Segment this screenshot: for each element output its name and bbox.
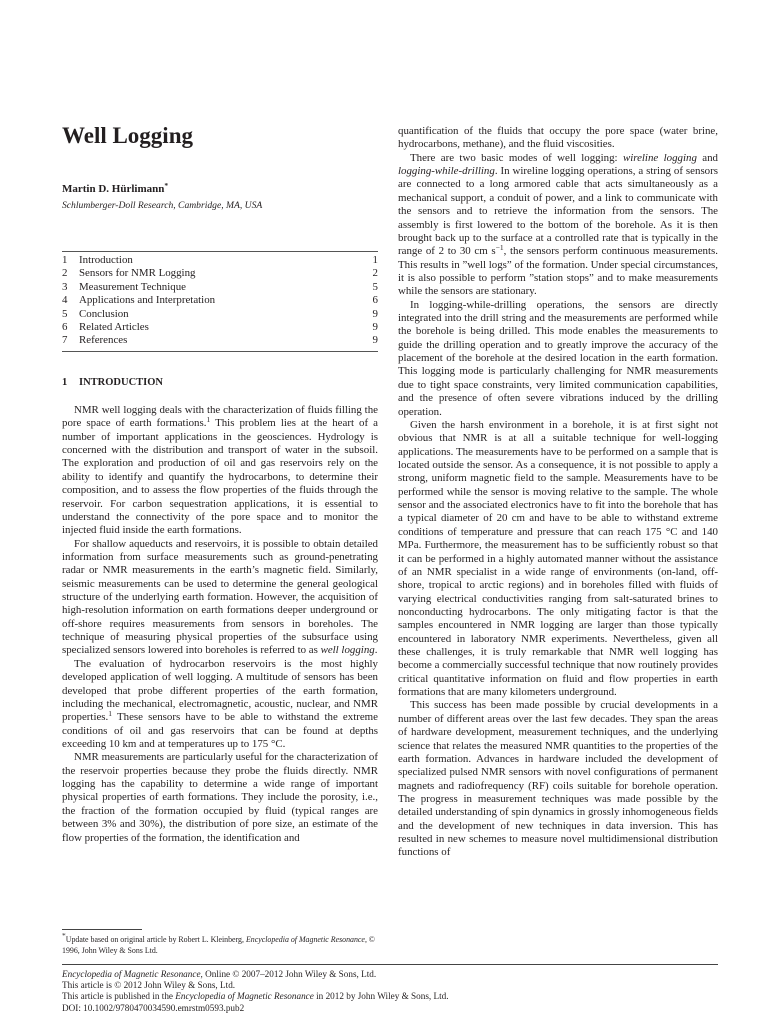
toc-number: 3	[62, 280, 68, 293]
toc-bottom-rule	[62, 351, 378, 352]
doi-line: DOI: 10.1002/9780470034590.emrstm0593.pub2	[62, 1002, 245, 1013]
toc-entry[interactable]	[62, 254, 378, 267]
toc-entry[interactable]	[62, 308, 378, 321]
toc-number: 4	[62, 294, 68, 307]
toc-label: Conclusion	[79, 307, 129, 320]
toc-entry[interactable]	[62, 267, 378, 280]
author-name: Martin D. Hürlimann*	[62, 181, 169, 195]
footnote-rule	[62, 929, 142, 930]
toc-entry[interactable]	[62, 321, 378, 334]
paragraph: There are two basic modes of well logging: wireline logging and logging-while-drilling. In wireline logging operations, a string of sensors are connected to a long armored cable that acts simultaneously as a mechanical support, a conduit of power, and a link to communicate with the sensors and to retrieve the information from the sensors. The assembly is first lowered to the bottom of the borehole. As it is then brought back up to the surface at a controlled rate that is typically in the range of 2 to 30 cm $s^{-1}$, the sensors perform continuous measurements. This results in ”well logs” of the formation. Under special circumstances, it is also possible to perform ”station stops” and to make measurements while the sensors are stationary.	[398, 151, 719, 298]
toc-entry[interactable]	[62, 294, 378, 307]
paragraph: Given the harsh environment in a borehole, it is at first sight not obvious that NMR is at all a suitable technique for well-logging applications. The measurements have to be performed on a sample that is located outside the sensor. As a consequence, it is not possible to apply a strong, uniform magnetic field to the sample. Measurements have to be performed while the sensor is moving relative to the sample. The whole sensor and the associated electronics have to fit into the borehole that has a typical diameter of 20 cm and have to be able to withstand extreme conditions of temperature and pressure that can reach 175 °C and 140 MPa. Furthermore, the measurement has to be sufficiently robust so that it can be performed in a highly automated manner without the assistance of an NMR specialist in a wide range of environments (on-land, off-shore, tropical to arctic regions) and in boreholes filled with fluids of varying electrical conductivities ranging from salt-saturated brines to nonconducting hydrocarbons. The only mitigating factor is that the samples encountered in NMR logging are larger than those typically encountered in laboratory NMR experiments. Nevertheless, given all these challenges, it is truly remarkable that NMR well logging has become a commercially successful technique that now routinely provides critical quantitative information on fluid and flow properties in earth formations that are many kilometers underground.	[398, 418, 718, 699]
table-of-contents	[62, 254, 378, 348]
toc-number: 5	[62, 307, 68, 320]
toc-page-number: 9	[372, 321, 378, 334]
paragraph: quantification of the fluids that occupy the pore space (water brine, hydrocarbons, methane), and the fluid viscosities.	[398, 125, 718, 151]
citation: 1	[108, 709, 113, 719]
toc-label: Applications and Interpretation	[79, 294, 216, 307]
paragraph: The evaluation of hydrocarbon reservoirs is the most highly developed application of well logging. A multitude of sensors has been developed that probe different properties of the earth formation, including the mechanical, electromagnetic, acoustic, nuclear, and NMR properties.$^1$ These sensors have to be able to withstand the extreme conditions of oil and gas reservoirs that can be found at depths exceeding 10 km and at temperatures up to 175 °C.	[62, 657, 378, 750]
toc-label: Sensors for NMR Logging	[79, 267, 196, 280]
toc-label: Related Articles	[79, 321, 149, 334]
citation: 1	[206, 415, 211, 425]
toc-page-number: 1	[372, 254, 378, 266]
paragraph: For shallow aqueducts and reservoirs, it is possible to obtain detailed information from surface measurements such as ground-penetrating radar or NMR measurements in the earth’s magnetic field. Similarly, seismic measurements can be used to determine the general geological structure of the underlying earth formation. However, the acquisition of high-resolution information on earth formations deeper underground or off-shore requires measurements from sensors in boreholes. The technique of measuring physical properties of the subsurface using specialized sensors lowered into boreholes is referred to as well logging.	[62, 537, 378, 657]
toc-label: References	[79, 334, 128, 347]
toc-page-number: 2	[372, 267, 378, 280]
bottom-rule	[62, 964, 718, 965]
published-in-line: This article is published in the Encyclopedia of Magnetic Resonance in 2012 by John Wiley & Sons, Ltd.	[62, 991, 449, 1002]
left-column-body	[62, 404, 378, 845]
toc-number: 1	[62, 254, 68, 266]
paragraph: This success has been made possible by crucial developments in a number of different areas over the last few decades. They span the areas of hardware development, measurement techniques, and the underlying science that relates the measured NMR quantities to the properties of the earth formation. Advances in hardware included the development of specialized pulsed NMR sensors with novel configurations of permanent magnets and radiofrequency (RF) coils suitable for borehole operation. The progress in measurement techniques was made possible by the detailed understanding of spin dynamics in grossly inhomogeneous fields and the development of new techniques in data inversion. This has resulted in new schemes to measure novel multidimensional distribution functions of	[398, 699, 719, 859]
publication-line: Encyclopedia of Magnetic Resonance, Online © 2007–2012 John Wiley & Sons, Ltd.	[62, 969, 377, 979]
toc-top-rule	[62, 251, 378, 252]
copyright-line: This article is © 2012 John Wiley & Sons, Ltd.	[62, 980, 236, 991]
toc-entry[interactable]	[62, 334, 378, 347]
toc-number: 2	[62, 267, 68, 280]
right-column-body	[398, 125, 718, 860]
paragraph: NMR well logging deals with the characterization of fluids filling the pore space of earth formations.$^1$ This problem lies at the heart of a number of important applications in the geosciences. Hydrology is concerned with the distribution and transport of water in the subsoil. The exploration and production of oil and gas reservoirs rely on the ability to identify and quantify the hydrocarbons, to determine their composition, and to assess the flow properties of the fluids through the reservoir. For carbon sequestration applications, it is essential to understand the connectivity of the pore space and to monitor the injected fluid inside the earth formations.	[62, 404, 379, 537]
toc-page-number: 9	[372, 307, 378, 320]
toc-label: Measurement Technique	[79, 280, 186, 293]
section-heading-introduction: 1 INTRODUCTION	[62, 377, 164, 388]
author-affiliation: Schlumberger-Doll Research, Cambridge, MA, USA	[62, 200, 263, 211]
footnote: *Update based on original article by Robert L. Kleinberg, Encyclopedia of Magnetic Resonance, © 1996, John Wiley & Sons Ltd.	[62, 931, 375, 955]
paragraph: NMR measurements are particularly useful for the characterization of the reservoir properties because they probe the fluids directly. NMR logging has the capability to determine a wide range of important physical properties of earth formations. They include the porosity, i.e., the fraction of the formation occupied by fluid (typical ranges are between 3% and 30%), the distribution of pore size, an estimate of the flow properties of the formation, the identification and	[62, 751, 378, 844]
toc-page-number: 5	[372, 280, 378, 293]
article-title: Well Logging	[62, 123, 193, 148]
author-footnote-mark: *	[164, 181, 169, 190]
toc-label: Introduction	[79, 254, 133, 266]
toc-number: 6	[62, 321, 68, 334]
toc-page-number: 6	[372, 294, 378, 307]
toc-page-number: 9	[372, 334, 378, 347]
toc-number: 7	[62, 334, 68, 347]
publication-info	[62, 969, 449, 1014]
toc-entry[interactable]	[62, 281, 378, 294]
paragraph: In logging-while-drilling operations, the sensors are directly integrated into the drill string and the measurements are performed while the borehole is being drilled. This mode enables the measurements to guide the drilling operation and to greatly improve the accuracy of the placement of the borehole at the desired location in the earth formation. This logging mode is particularly challenging for NMR measurements due to tight space constraints, very limited communication capabilities, and the presence of often severe vibrations induced by the drilling operation.	[398, 298, 718, 418]
